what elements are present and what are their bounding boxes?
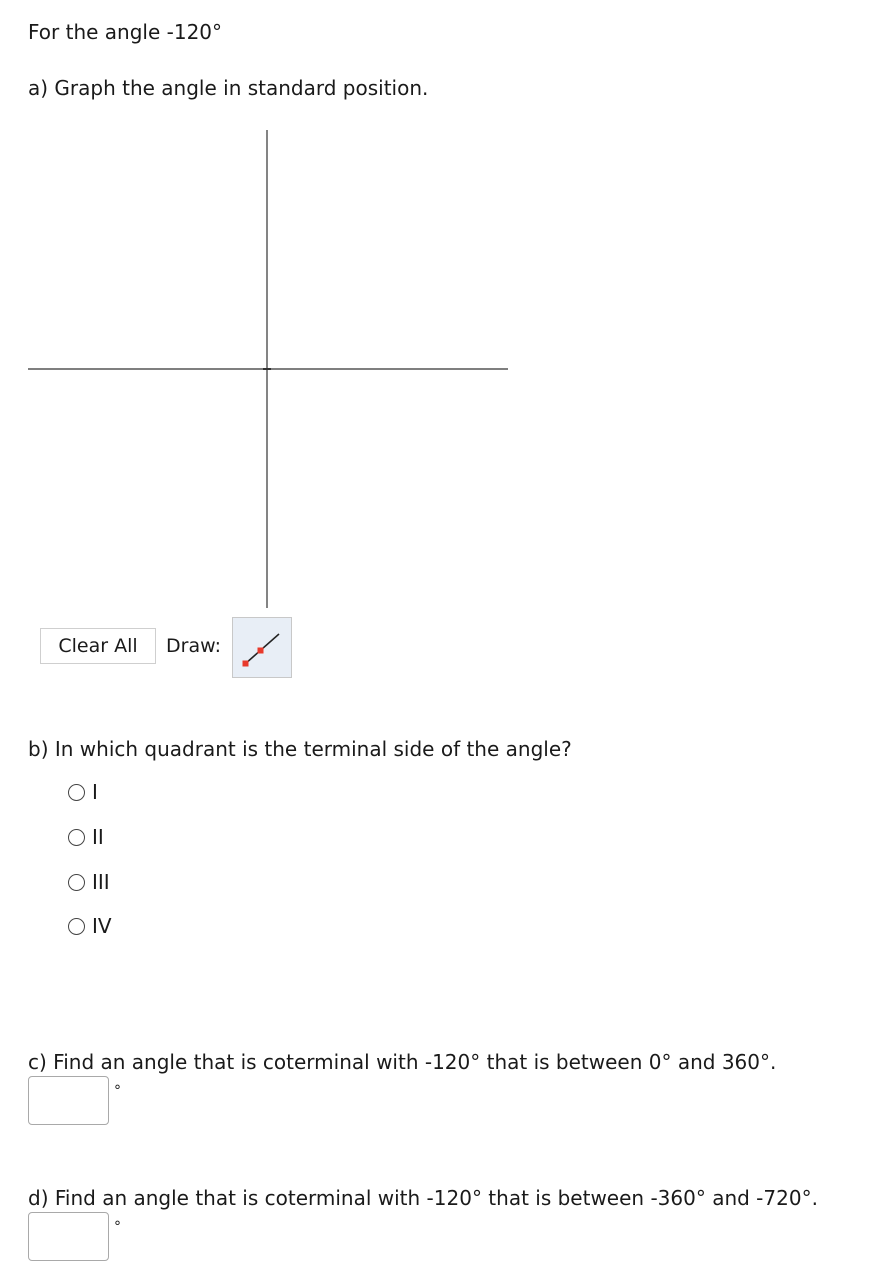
radio-button[interactable] <box>68 874 85 891</box>
part-d-answer-input[interactable] <box>28 1212 109 1261</box>
coordinate-axes[interactable] <box>28 130 508 608</box>
question-intro: For the angle -120° <box>28 20 223 44</box>
ray-tool-icon <box>240 626 284 670</box>
quadrant-option-ii[interactable] <box>68 825 104 849</box>
part-d-prompt: d) Find an angle that is coterminal with -120° that is between -360° and -720°. <box>28 1186 818 1210</box>
part-c-prompt: c) Find an angle that is coterminal with -120° that is between 0° and 360°. <box>28 1050 777 1074</box>
ray-direction-marker <box>258 647 264 653</box>
part-a-prompt: a) Graph the angle in standard position. <box>28 76 429 100</box>
option-label: I <box>92 780 98 804</box>
draw-label: Draw: <box>166 635 221 657</box>
ray-tool-button[interactable] <box>232 617 292 678</box>
graph-canvas[interactable] <box>28 130 508 608</box>
quadrant-option-i[interactable] <box>68 780 98 804</box>
radio-button[interactable] <box>68 829 85 846</box>
option-label: III <box>92 870 110 894</box>
radio-button[interactable] <box>68 784 85 801</box>
clear-all-button[interactable]: Clear All <box>40 628 156 664</box>
quadrant-option-iii[interactable] <box>68 870 110 894</box>
option-label: II <box>92 825 104 849</box>
option-label: IV <box>92 914 112 938</box>
radio-button[interactable] <box>68 918 85 935</box>
quadrant-option-iv[interactable] <box>68 914 112 938</box>
degree-unit: ° <box>114 1083 121 1099</box>
degree-unit: ° <box>114 1219 121 1235</box>
part-b-prompt: b) In which quadrant is the terminal side of the angle? <box>28 737 572 761</box>
ray-endpoint-marker <box>243 660 249 666</box>
part-c-answer-input[interactable] <box>28 1076 109 1125</box>
